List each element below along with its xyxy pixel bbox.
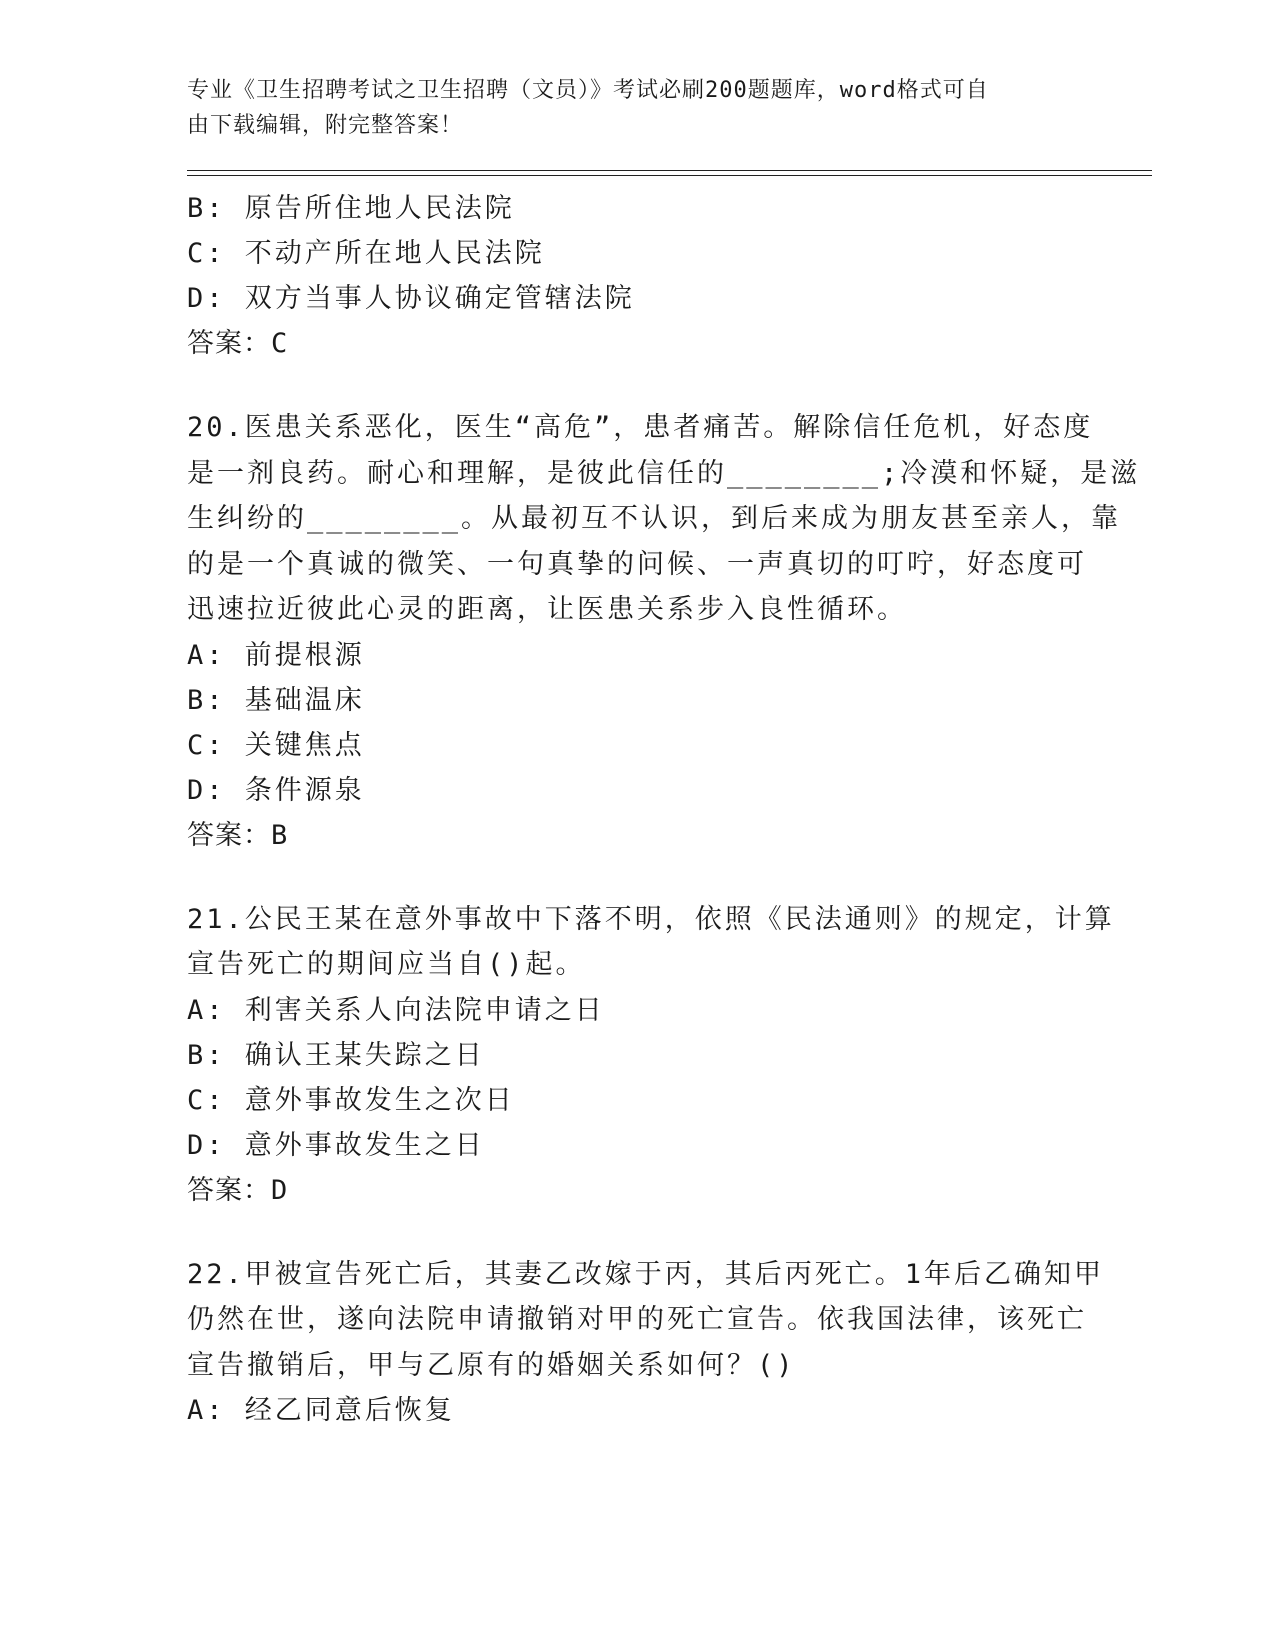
header-line-1: 专业《卫生招聘考试之卫生招聘（文员）》考试必刷200题题库，word格式可自	[187, 78, 989, 103]
answer: 答案：B	[187, 819, 289, 851]
question-text-line: 是一剂良药。耐心和理解，是彼此信任的________;冷漠和怀疑，是滋	[187, 457, 1141, 489]
option-d: D: 双方当事人协议确定管辖法院	[187, 283, 635, 314]
option-b: B: 原告所住地人民法院	[187, 193, 515, 224]
question-text-line: 20.医患关系恶化，医生“高危”，患者痛苦。解除信任危机，好态度	[187, 412, 1094, 443]
header-rule-bottom	[187, 175, 1152, 176]
option-a: A: 经乙同意后恢复	[187, 1395, 455, 1426]
question-content	[187, 186, 1141, 1433]
question-text-line: 的是一个真诚的微笑、一句真挚的问候、一声真切的叮咛，好态度可	[187, 548, 1087, 580]
option-b: B: 基础温床	[187, 684, 365, 716]
option-d: D: 意外事故发生之日	[187, 1129, 485, 1161]
question-20	[187, 405, 1141, 858]
answer: 答案：C	[187, 328, 289, 359]
question-text-line: 22.甲被宣告死亡后，其妻乙改嫁于丙，其后丙死亡。1年后乙确知甲	[187, 1258, 1105, 1290]
option-c: C: 关键焦点	[187, 729, 365, 761]
question-21	[187, 897, 1115, 1213]
question-text-line: 仍然在世，遂向法院申请撤销对甲的死亡宣告。依我国法律，该死亡	[187, 1304, 1087, 1335]
question-text-line: 迅速拉近彼此心灵的距离，让医患关系步入良性循环。	[187, 594, 907, 625]
document-header	[187, 73, 1067, 143]
question-text-line: 宣告死亡的期间应当自()起。	[187, 949, 586, 980]
option-c: C: 意外事故发生之次日	[187, 1084, 515, 1116]
option-c: C: 不动产所在地人民法院	[187, 238, 545, 269]
answer: 答案：D	[187, 1174, 289, 1206]
header-line-2: 由下载编辑，附完整答案！	[187, 113, 464, 138]
prev-question	[187, 186, 1087, 366]
option-a: A: 利害关系人向法院申请之日	[187, 994, 605, 1026]
question-text-line: 宣告撤销后，甲与乙原有的婚姻关系如何？()	[187, 1349, 796, 1381]
option-b: B: 确认王某失踪之日	[187, 1039, 485, 1071]
question-text-line: 21.公民王某在意外事故中下落不明，依照《民法通则》的规定，计算	[187, 903, 1115, 935]
option-d: D: 条件源泉	[187, 774, 365, 806]
option-a: A: 前提根源	[187, 639, 365, 671]
header-rule-top	[187, 170, 1152, 171]
question-22	[187, 1252, 1105, 1434]
question-text-line: 生纠纷的________。从最初互不认识，到后来成为朋友甚至亲人，靠	[187, 503, 1122, 534]
